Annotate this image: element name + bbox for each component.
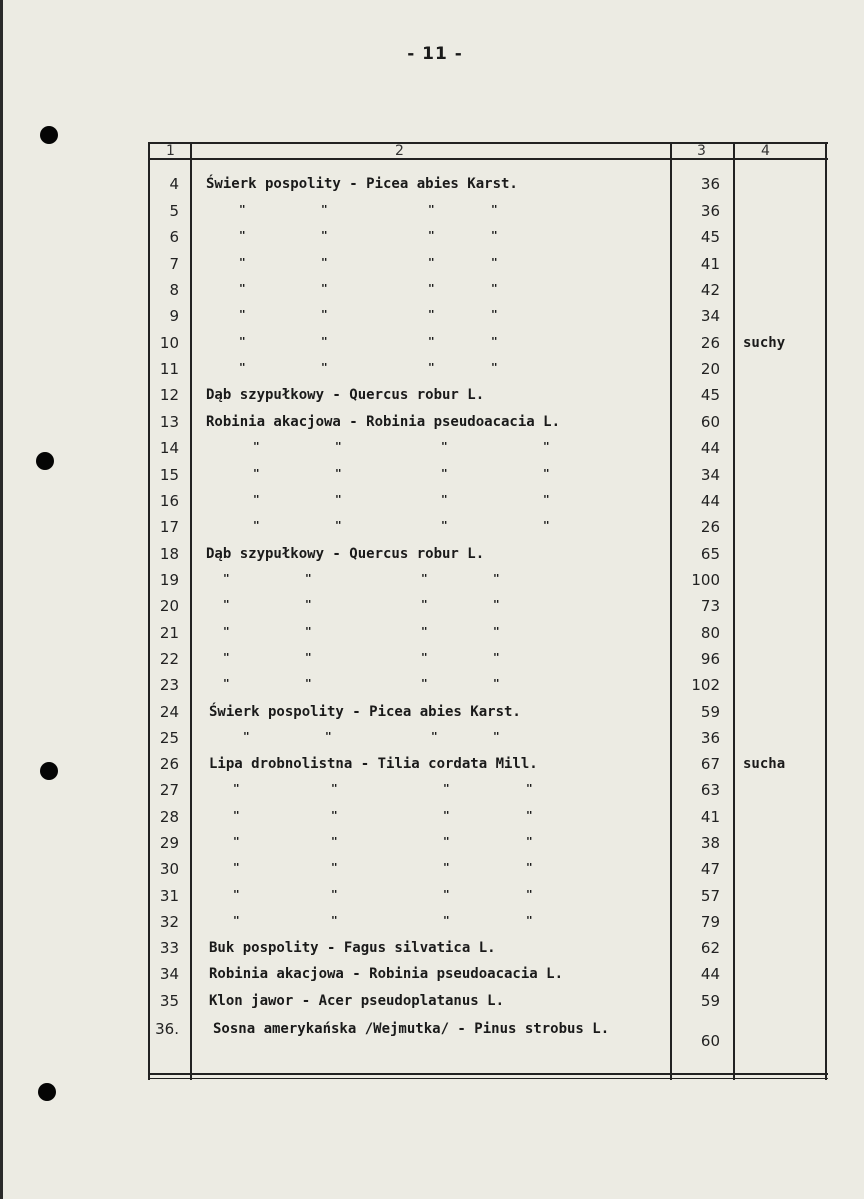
ditto-mark: " bbox=[491, 229, 498, 242]
ditto-mark: " bbox=[325, 730, 332, 743]
diameter-value: 26 bbox=[700, 334, 720, 352]
ditto-mark: " bbox=[443, 782, 450, 795]
ditto-mark: " bbox=[428, 335, 435, 348]
ditto-mark: " bbox=[493, 625, 500, 638]
diameter-value: 79 bbox=[700, 913, 720, 931]
ditto-mark: " bbox=[526, 809, 533, 822]
ditto-mark: " bbox=[421, 677, 428, 690]
diameter-value: 41 bbox=[700, 808, 720, 826]
diameter-value: 45 bbox=[700, 228, 720, 246]
ditto-mark: " bbox=[431, 730, 438, 743]
ditto-mark: " bbox=[428, 256, 435, 269]
ditto-mark: " bbox=[543, 467, 550, 480]
diameter-value: 36 bbox=[700, 175, 720, 193]
ditto-mark: " bbox=[331, 782, 338, 795]
row-number: 17 bbox=[159, 518, 179, 536]
ditto-mark: " bbox=[428, 361, 435, 374]
ditto-mark: " bbox=[305, 677, 312, 690]
ditto-mark: " bbox=[239, 229, 246, 242]
table-row bbox=[3, 622, 864, 648]
punch-hole bbox=[40, 126, 58, 144]
diameter-value: 96 bbox=[700, 650, 720, 668]
page-number: - 11 - bbox=[407, 44, 463, 64]
ditto-mark: " bbox=[223, 572, 230, 585]
ditto-mark: " bbox=[321, 308, 328, 321]
row-number: 15 bbox=[159, 466, 179, 484]
ditto-mark: " bbox=[526, 888, 533, 901]
ditto-mark: " bbox=[441, 493, 448, 506]
ditto-mark: " bbox=[543, 519, 550, 532]
table-row bbox=[3, 384, 864, 410]
ditto-mark: " bbox=[321, 256, 328, 269]
row-number: 5 bbox=[169, 202, 179, 220]
header-col-1: 1 bbox=[166, 143, 175, 159]
table-row bbox=[3, 569, 864, 595]
table-row bbox=[3, 253, 864, 279]
table-bottom-border bbox=[148, 1073, 828, 1075]
table-top-border bbox=[148, 142, 828, 144]
table-row bbox=[3, 832, 864, 858]
ditto-mark: " bbox=[491, 203, 498, 216]
diameter-value: 41 bbox=[700, 255, 720, 273]
diameter-value: 38 bbox=[700, 834, 720, 852]
ditto-mark: " bbox=[443, 888, 450, 901]
species-name: Dąb szypułkowy - Quercus robur L. bbox=[206, 387, 485, 403]
table-row bbox=[3, 1018, 864, 1050]
table-row bbox=[3, 332, 864, 358]
diameter-value: 47 bbox=[700, 860, 720, 878]
table-row bbox=[3, 200, 864, 226]
row-number: 24 bbox=[159, 703, 179, 721]
ditto-mark: " bbox=[493, 598, 500, 611]
diameter-value: 44 bbox=[700, 439, 720, 457]
ditto-mark: " bbox=[233, 835, 240, 848]
row-number: 6 bbox=[169, 228, 179, 246]
ditto-mark: " bbox=[305, 651, 312, 664]
ditto-mark: " bbox=[421, 572, 428, 585]
ditto-mark: " bbox=[493, 651, 500, 664]
row-number: 30 bbox=[159, 860, 179, 878]
row-number: 25 bbox=[159, 729, 179, 747]
row-number: 21 bbox=[159, 624, 179, 642]
ditto-mark: " bbox=[335, 493, 342, 506]
table-row bbox=[3, 226, 864, 252]
row-number: 29 bbox=[159, 834, 179, 852]
row-number: 13 bbox=[159, 413, 179, 431]
row-number: 23 bbox=[159, 676, 179, 694]
ditto-mark: " bbox=[239, 203, 246, 216]
ditto-mark: " bbox=[421, 625, 428, 638]
ditto-mark: " bbox=[239, 256, 246, 269]
diameter-value: 34 bbox=[700, 466, 720, 484]
row-number: 35 bbox=[159, 992, 179, 1010]
ditto-mark: " bbox=[428, 203, 435, 216]
ditto-mark: " bbox=[253, 467, 260, 480]
header-col-3: 3 bbox=[697, 143, 706, 159]
species-name: Dąb szypułkowy - Quercus robur L. bbox=[206, 546, 485, 562]
table-row bbox=[3, 963, 864, 989]
diameter-value: 59 bbox=[700, 703, 720, 721]
ditto-mark: " bbox=[305, 598, 312, 611]
diameter-value: 34 bbox=[700, 307, 720, 325]
table-row bbox=[3, 173, 864, 199]
diameter-value: 36 bbox=[700, 729, 720, 747]
species-name: Świerk pospolity - Picea abies Karst. bbox=[206, 176, 518, 192]
ditto-mark: " bbox=[443, 914, 450, 927]
ditto-mark: " bbox=[526, 782, 533, 795]
table-row bbox=[3, 595, 864, 621]
ditto-mark: " bbox=[441, 440, 448, 453]
ditto-mark: " bbox=[233, 782, 240, 795]
ditto-mark: " bbox=[441, 519, 448, 532]
row-number: 10 bbox=[159, 334, 179, 352]
row-number: 8 bbox=[169, 281, 179, 299]
diameter-value: 73 bbox=[700, 597, 720, 615]
row-number: 34 bbox=[159, 965, 179, 983]
row-number: 27 bbox=[159, 781, 179, 799]
table-row bbox=[3, 543, 864, 569]
ditto-mark: " bbox=[491, 282, 498, 295]
ditto-mark: " bbox=[331, 809, 338, 822]
row-number: 9 bbox=[169, 307, 179, 325]
ditto-mark: " bbox=[443, 861, 450, 874]
table-row bbox=[3, 885, 864, 911]
table-row bbox=[3, 990, 864, 1016]
ditto-mark: " bbox=[491, 256, 498, 269]
row-number: 28 bbox=[159, 808, 179, 826]
ditto-mark: " bbox=[321, 229, 328, 242]
ditto-mark: " bbox=[321, 203, 328, 216]
ditto-mark: " bbox=[253, 519, 260, 532]
ditto-mark: " bbox=[253, 440, 260, 453]
ditto-mark: " bbox=[239, 282, 246, 295]
ditto-mark: " bbox=[305, 572, 312, 585]
ditto-mark: " bbox=[233, 914, 240, 927]
table-row bbox=[3, 358, 864, 384]
ditto-mark: " bbox=[335, 467, 342, 480]
row-number: 11 bbox=[159, 360, 179, 378]
ditto-mark: " bbox=[493, 730, 500, 743]
table-row bbox=[3, 806, 864, 832]
punch-hole bbox=[38, 1083, 56, 1101]
ditto-mark: " bbox=[335, 519, 342, 532]
ditto-mark: " bbox=[321, 282, 328, 295]
ditto-mark: " bbox=[543, 440, 550, 453]
ditto-mark: " bbox=[223, 677, 230, 690]
row-number: 33 bbox=[159, 939, 179, 957]
diameter-value: 57 bbox=[700, 887, 720, 905]
table-row bbox=[3, 437, 864, 463]
ditto-mark: " bbox=[223, 625, 230, 638]
species-name: Lipa drobnolistna - Tilia cordata Mill. bbox=[209, 756, 538, 772]
ditto-mark: " bbox=[233, 888, 240, 901]
diameter-value: 100 bbox=[691, 571, 720, 589]
row-number: 22 bbox=[159, 650, 179, 668]
ditto-mark: " bbox=[253, 493, 260, 506]
diameter-value: 42 bbox=[700, 281, 720, 299]
table-row bbox=[3, 674, 864, 700]
row-number: 4 bbox=[169, 175, 179, 193]
diameter-value: 67 bbox=[700, 755, 720, 773]
ditto-mark: " bbox=[493, 677, 500, 690]
ditto-mark: " bbox=[526, 914, 533, 927]
ditto-mark: " bbox=[491, 335, 498, 348]
ditto-mark: " bbox=[491, 308, 498, 321]
species-name: Buk pospolity - Fagus silvatica L. bbox=[209, 940, 496, 956]
row-number: 7 bbox=[169, 255, 179, 273]
table-row bbox=[3, 490, 864, 516]
diameter-value: 60 bbox=[700, 1032, 720, 1050]
ditto-mark: " bbox=[305, 625, 312, 638]
diameter-value: 65 bbox=[700, 545, 720, 563]
table-row bbox=[3, 279, 864, 305]
row-number: 14 bbox=[159, 439, 179, 457]
ditto-mark: " bbox=[331, 888, 338, 901]
remark: sucha bbox=[743, 756, 786, 772]
ditto-mark: " bbox=[321, 335, 328, 348]
ditto-mark: " bbox=[331, 861, 338, 874]
ditto-mark: " bbox=[428, 282, 435, 295]
diameter-value: 44 bbox=[700, 965, 720, 983]
ditto-mark: " bbox=[421, 598, 428, 611]
ditto-mark: " bbox=[428, 229, 435, 242]
ditto-mark: " bbox=[321, 361, 328, 374]
remark: suchy bbox=[743, 335, 786, 351]
table-row bbox=[3, 727, 864, 753]
row-number: 18 bbox=[159, 545, 179, 563]
header-col-2: 2 bbox=[395, 143, 404, 159]
ditto-mark: " bbox=[239, 361, 246, 374]
diameter-value: 26 bbox=[700, 518, 720, 536]
table-row bbox=[3, 516, 864, 542]
ditto-mark: " bbox=[441, 467, 448, 480]
diameter-value: 20 bbox=[700, 360, 720, 378]
diameter-value: 44 bbox=[700, 492, 720, 510]
row-number: 19 bbox=[159, 571, 179, 589]
ditto-mark: " bbox=[428, 308, 435, 321]
ditto-mark: " bbox=[443, 809, 450, 822]
row-number: 26 bbox=[159, 755, 179, 773]
diameter-value: 63 bbox=[700, 781, 720, 799]
table-row bbox=[3, 411, 864, 437]
ditto-mark: " bbox=[491, 361, 498, 374]
header-col-4: 4 bbox=[761, 143, 770, 159]
ditto-mark: " bbox=[543, 493, 550, 506]
diameter-value: 102 bbox=[691, 676, 720, 694]
row-number: 31 bbox=[159, 887, 179, 905]
diameter-value: 45 bbox=[700, 386, 720, 404]
ditto-mark: " bbox=[331, 914, 338, 927]
ditto-mark: " bbox=[421, 651, 428, 664]
table-bottom-border-2 bbox=[148, 1078, 828, 1079]
ditto-mark: " bbox=[526, 835, 533, 848]
table-row bbox=[3, 648, 864, 674]
diameter-value: 62 bbox=[700, 939, 720, 957]
row-number: 20 bbox=[159, 597, 179, 615]
species-name: Robinia akacjowa - Robinia pseudoacacia L. bbox=[206, 414, 561, 430]
table-row bbox=[3, 753, 864, 779]
ditto-mark: " bbox=[331, 835, 338, 848]
species-name: Robinia akacjowa - Robinia pseudoacacia L. bbox=[209, 966, 564, 982]
ditto-mark: " bbox=[493, 572, 500, 585]
ditto-mark: " bbox=[443, 835, 450, 848]
species-name: Klon jawor - Acer pseudoplatanus L. bbox=[209, 993, 505, 1009]
diameter-value: 80 bbox=[700, 624, 720, 642]
species-name: Sosna amerykańska /Wejmutka/ - Pinus strobus L. bbox=[213, 1021, 610, 1037]
table-row bbox=[3, 701, 864, 727]
table-row bbox=[3, 911, 864, 937]
ditto-mark: " bbox=[223, 651, 230, 664]
ditto-mark: " bbox=[233, 861, 240, 874]
ditto-mark: " bbox=[243, 730, 250, 743]
ditto-mark: " bbox=[223, 598, 230, 611]
row-number: 32 bbox=[159, 913, 179, 931]
table-row bbox=[3, 858, 864, 884]
table-row bbox=[3, 779, 864, 805]
row-number: 12 bbox=[159, 386, 179, 404]
ditto-mark: " bbox=[335, 440, 342, 453]
ditto-mark: " bbox=[239, 308, 246, 321]
diameter-value: 60 bbox=[700, 413, 720, 431]
ditto-mark: " bbox=[526, 861, 533, 874]
ditto-mark: " bbox=[233, 809, 240, 822]
table-row bbox=[3, 464, 864, 490]
species-name: Świerk pospolity - Picea abies Karst. bbox=[209, 704, 521, 720]
row-number: 36. bbox=[155, 1020, 179, 1038]
table-row bbox=[3, 937, 864, 963]
table-row bbox=[3, 305, 864, 331]
diameter-value: 36 bbox=[700, 202, 720, 220]
header-bottom-border bbox=[148, 158, 828, 160]
row-number: 16 bbox=[159, 492, 179, 510]
ditto-mark: " bbox=[239, 335, 246, 348]
diameter-value: 59 bbox=[700, 992, 720, 1010]
